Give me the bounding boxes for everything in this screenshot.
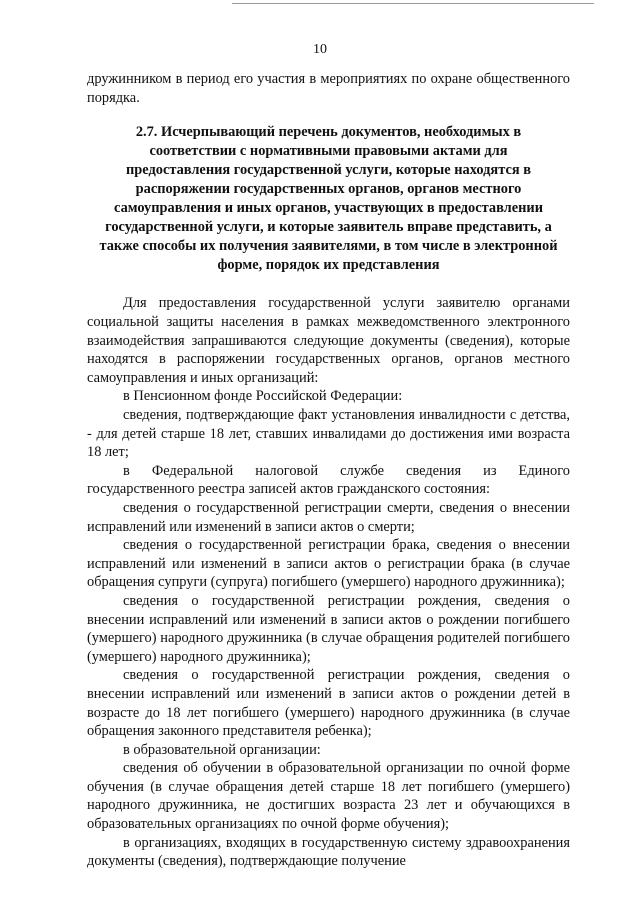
section-heading-line: соответствии с нормативными правовыми актами для <box>149 143 508 160</box>
section-heading-line: распоряжении государственных органов, органов местного <box>135 180 522 197</box>
section-heading-line: 2.7. Исчерпывающий перечень документов, необходимых в <box>135 124 522 141</box>
body-paragraph: в образовательной организации: <box>123 741 321 758</box>
section-heading-line: государственной услуги, и которые заявитель вправе представить, а <box>105 218 552 235</box>
body-paragraph: в Федеральной налоговой службе сведения из Единого государственного реестра записей актов гражданского состояния: <box>87 462 570 498</box>
body-paragraph: сведения об обучении в образовательной организации по очной форме обучения (в случае обращения детей старше 18 лет погибшего (умершего) народного дружинника, не достигших возраста 23 лет и обучающихся в образовательных организациях по очной форме обучения); <box>87 760 570 833</box>
top-border-line <box>232 3 594 4</box>
section-heading-line: также способы их получения заявителями, в том числе в электронной <box>99 237 558 254</box>
section-heading-line: предоставления государственной услуги, которые находятся в <box>125 162 532 178</box>
section-heading-line: самоуправления и иных органов, участвующих в предоставлении <box>114 199 543 216</box>
section-heading-line: форме, порядок их представления <box>217 256 440 273</box>
section-heading <box>87 123 570 274</box>
body-paragraph: Для предоставления государственной услуги заявителю органами социальной защиты населения в рамках межведомственного электронного взаимодействия запрашиваются следующие документы (сведения), которые находятся в распоряжении государственных органов, органов местного самоуправления и иных организаций: <box>87 295 570 386</box>
document-body <box>87 70 570 871</box>
body-paragraph: сведения о государственной регистрации брака, сведения о внесении исправлений или изменений в записи актов о регистрации брака (в случае обращения супруги (супруга) погибшего (умершего) народного дружинника); <box>87 537 570 591</box>
body-paragraph: сведения о государственной регистрации рождения, сведения о внесении исправлений или изменений в записи актов о рождении детей в возрасте до 18 лет погибшего (умершего) народного дружинника (в случае обращения законного представителя ребенка); <box>87 667 570 740</box>
intro-paragraph: дружинником в период его участия в мероприятиях по охране общественного порядка. <box>87 71 570 106</box>
body-paragraph: в Пенсионном фонде Российской Федерации: <box>123 388 403 405</box>
body-paragraph: сведения о государственной регистрации рождения, сведения о внесении исправлений или изменений в записи актов о рождении погибшего (умершего) народного дружинника (в случае обращения родителей погибшего (умершего) народного дружинника); <box>87 592 570 665</box>
page-number: 10 <box>313 42 327 57</box>
body-paragraph: сведения, подтверждающие факт установления инвалидности с детства, - для детей старше 18 лет, ставших инвалидами до достижения ими возраста 18 лет; <box>87 407 570 461</box>
body-paragraph: в организациях, входящих в государственную систему здравоохранения документы (сведения), подтверждающие получение <box>87 834 570 870</box>
body-paragraph: сведения о государственной регистрации смерти, сведения о внесении исправлений или изменений в записи актов о смерти; <box>87 499 570 535</box>
